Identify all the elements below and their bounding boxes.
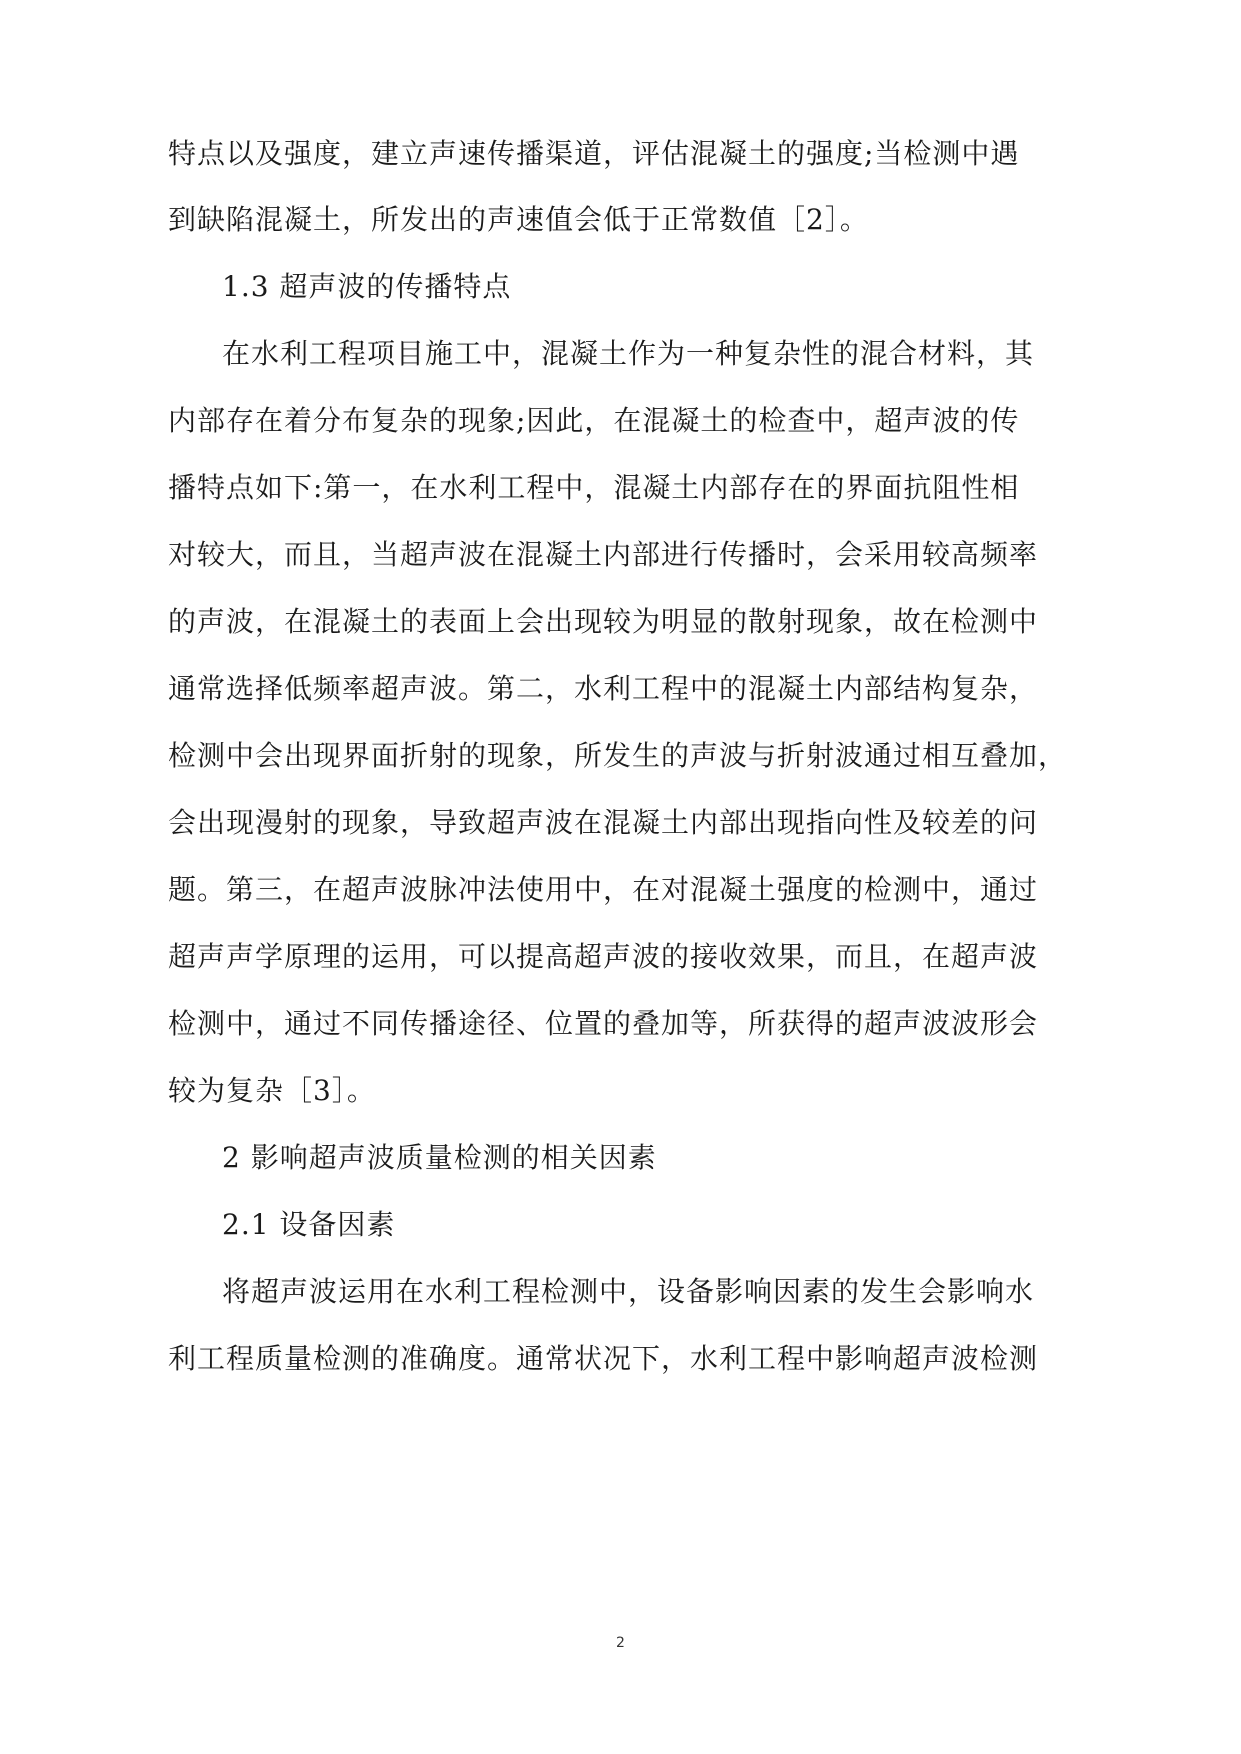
body-text-line: 较为复杂［3］。: [168, 1074, 376, 1107]
body-text-line: 播特点如下:第一，在水利工程中，混凝土内部存在的界面抗阻性相: [168, 471, 1020, 504]
body-text-line: 对较大，而且，当超声波在混凝土内部进行传播时，会采用较高频率: [168, 538, 1039, 571]
body-text-line: 特点以及强度，建立声速传播渠道，评估混凝土的强度;当检测中遇: [168, 137, 1020, 170]
section-heading: 2 影响超声波质量检测的相关因素: [222, 1141, 657, 1174]
body-text-line: 题。第三，在超声波脉冲法使用中，在对混凝土强度的检测中，通过: [168, 873, 1039, 906]
body-text-line: 到缺陷混凝土，所发出的声速值会低于正常数值［2］。: [168, 203, 869, 236]
body-text-line: 会出现漫射的现象，导致超声波在混凝土内部出现指向性及较差的问: [168, 806, 1039, 839]
body-text-line: 的声波，在混凝土的表面上会出现较为明显的散射现象，故在检测中: [168, 605, 1039, 638]
body-text-line: 将超声波运用在水利工程检测中，设备影响因素的发生会影响水: [222, 1275, 1035, 1308]
body-text-line: 超声声学原理的运用，可以提高超声波的接收效果，而且，在超声波: [168, 940, 1039, 973]
body-text-line: 内部存在着分布复杂的现象;因此，在混凝土的检查中，超声波的传: [168, 404, 1020, 437]
section-heading: 1.3 超声波的传播特点: [222, 270, 512, 303]
body-text-line: 检测中会出现界面折射的现象，所发生的声波与折射波通过相互叠加，: [168, 739, 1068, 772]
body-text-line: 利工程质量检测的准确度。通常状况下，水利工程中影响超声波检测: [168, 1342, 1039, 1375]
body-text-line: 在水利工程项目施工中，混凝土作为一种复杂性的混合材料，其: [222, 337, 1035, 370]
subsection-heading: 2.1 设备因素: [222, 1208, 396, 1241]
body-text-line: 通常选择低频率超声波。第二，水利工程中的混凝土内部结构复杂，: [168, 672, 1039, 705]
page-number: 2: [616, 1635, 625, 1651]
body-text-line: 检测中，通过不同传播途径、位置的叠加等，所获得的超声波波形会: [168, 1007, 1039, 1040]
